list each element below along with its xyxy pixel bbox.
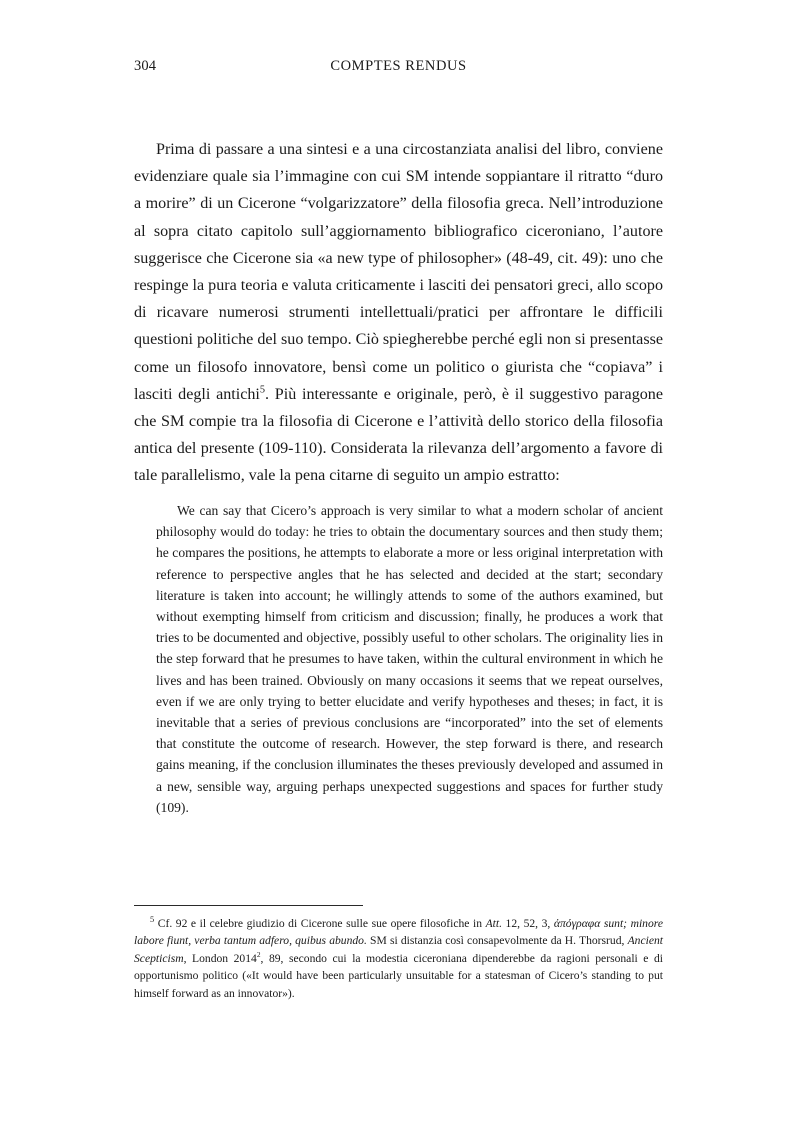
footnote-area	[134, 905, 663, 1002]
running-head-title: COMPTES RENDUS	[330, 58, 467, 74]
block-quotation	[156, 500, 663, 818]
footnote-italic-title: Ancient Scepticism	[134, 934, 663, 965]
footnote-segment-1: Cf. 92 e il celebre giudizio di Cicerone sulle sue opere filosofiche in	[154, 917, 486, 930]
footnote-latin-greek-quotation: ἀπόγραφα sunt; minore labore fiunt, verba tantum adfero, quibus abundo.	[134, 917, 663, 948]
footnote-segment-4: , London 2014	[183, 951, 257, 965]
footnote-reference-5[interactable]: 5	[259, 384, 266, 396]
footnote-number: 5	[150, 915, 155, 925]
footnote-segment-3: SM si distanzia così consapevolmente da H. Thorsrud,	[366, 934, 628, 948]
running-head	[134, 55, 663, 77]
body-paragraph-text-after-note: . Più interessante e originale, però, è il suggestivo paragone che SM compie tra la filosofia di Cicerone e l’attività dello storico della filosofia antica del presente (109-110). Considerata la rilevanza dell’argomento a favore di tale parallelismo, vale la pena citarne di seguito un ampio estratto:	[134, 385, 663, 485]
footnote-segment-2: 12, 52, 3,	[502, 917, 554, 930]
footnote-italic-att: Att.	[485, 917, 502, 930]
footnote-edition-superscript: 2	[256, 949, 261, 959]
footnote-segment-5: , 89, secondo cui la modestia ciceroniana dipenderebbe da ragioni personali e di opportunismo politico («It would have been particularly unsuitable for a statesman of Cicero’s standing to put himself forward as an innovator»).	[134, 951, 663, 1000]
footnote-5	[134, 915, 663, 1002]
page-number: 304	[134, 58, 157, 74]
block-quotation-text: We can say that Cicero’s approach is very similar to what a modern scholar of ancient philosophy would do today: he tries to obtain the documentary sources and then study them; he compares the positions, he attempts to elaborate a more or less original interpretation with reference to perspective angles that he has selected and decided at the start; secondary literature is taken into account; he willingly attends to some of the authors examined, but without exempting himself from criticism and discussion; finally, he produces a work that tries to be documented and objective, possibly useful to other scholars. The originality lies in the step forward that he presumes to have taken, within the cultural environment in which he lives and has been trained. Obviously on many occasions it seems that we repeat ourselves, even if we are only trying to better elucidate and verify hypotheses and theses; in fact, it is inevitable that a series of previous conclusions are “incorporated” into the set of elements that constitute the outcome of research. However, the step forward is there, and research gains meaning, if the conclusion illuminates the theses previously developed and assumed in a new, sensible way, arguing perhaps unexpected suggestions and spaces for further study (109).	[156, 503, 663, 815]
body-text-column	[134, 136, 663, 490]
body-paragraph-text-before-note: Prima di passare a una sintesi e a una circostanziata analisi del libro, conviene evidenziare quale sia l’immagine con cui SM intende soppiantare il ritratto “duro a morire” di un Cicerone “volgarizzatore” della filosofia greca. Nell’introduzione al sopra citato capitolo sull’aggiornamento bibliografico ciceroniano, l’autore suggerisce che Cicerone sia «a new type of philosopher» (48-49, cit. 49): uno che respinge la pura teoria e valuta criticamente i lasciti dei pensatori greci, allo scopo di ricavare numerosi strumenti intellettuali/pratici per affrontare le difficili questioni politiche del suo tempo. Ciò spiegherebbe perché egli non si presentasse come un filosofo innovatore, bensì come un politico o giurista che “copiava” i lasciti degli antichi	[134, 141, 663, 403]
footnote-separator-rule	[134, 905, 363, 906]
body-paragraph	[134, 136, 663, 490]
